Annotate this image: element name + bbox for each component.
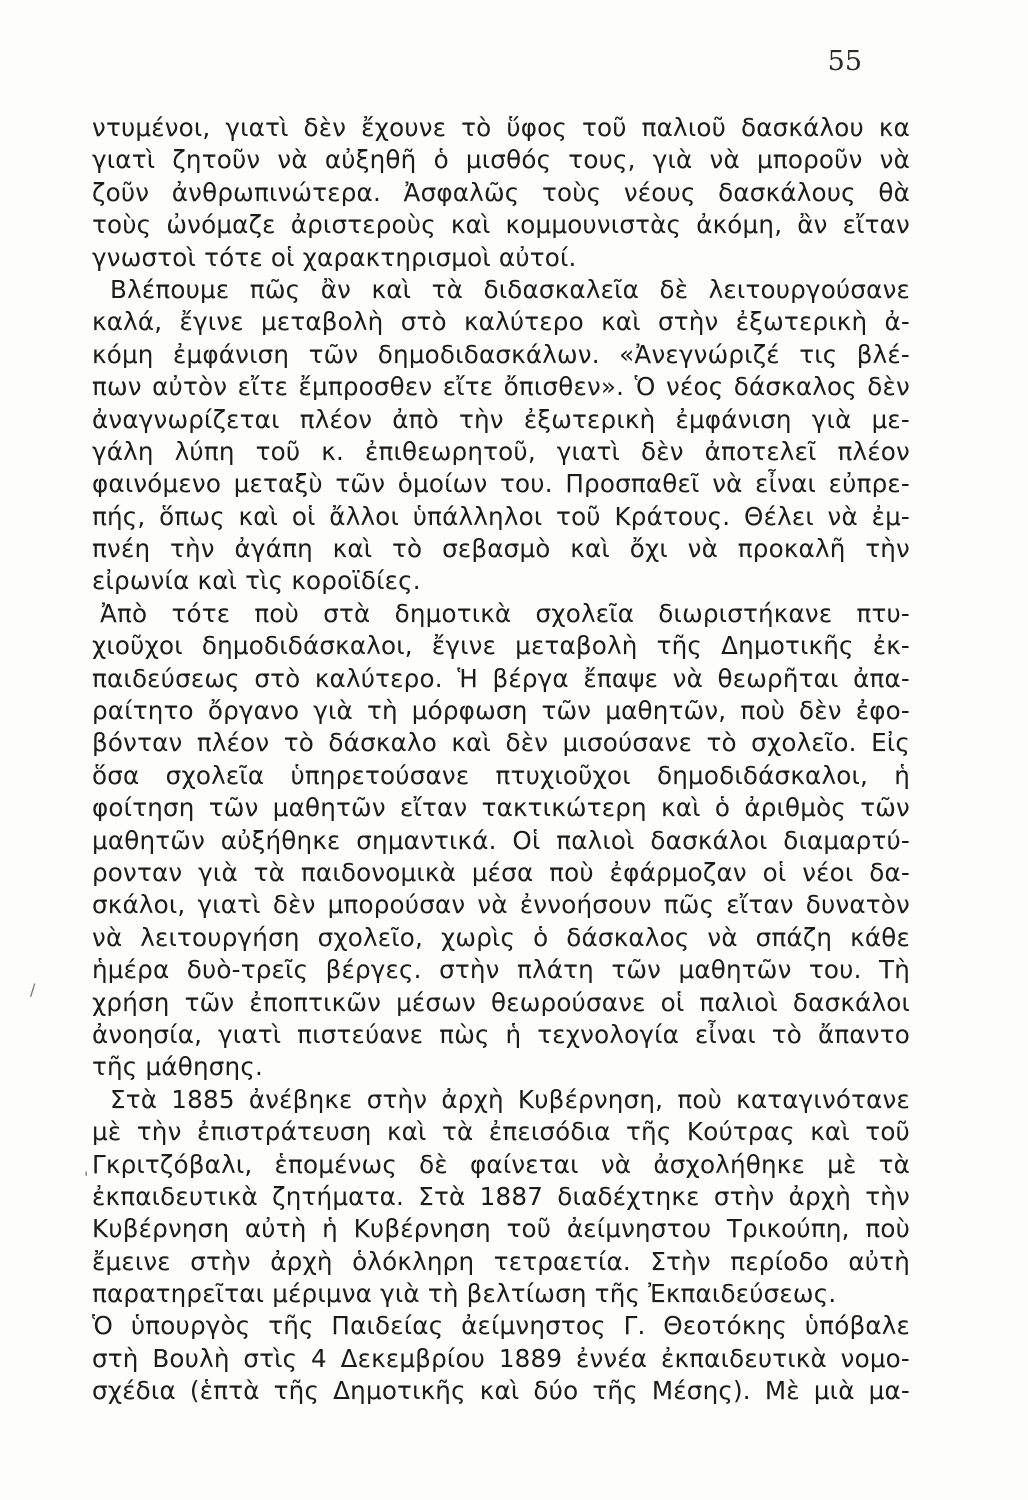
- text-line: κόμη ἐμφάνιση τῶν δημοδιδασκάλων. «Ἀνεγνώριζέ τις βλέ-: [92, 339, 910, 369]
- text-line: ραίτητο ὄργανο γιὰ τὴ μόρφωση τῶν μαθητῶν, ποὺ δὲν ἐφο-: [92, 696, 910, 726]
- margin-mark: /: [30, 980, 36, 999]
- text-line: ντυμένοι, γιατὶ δὲν ἔχουνε τὸ ὕφος τοῦ παλιοῦ δασκάλου κα: [92, 113, 910, 142]
- text-line: στὴ Βουλὴ στὶς 4 Δεκεμβρίου 1889 ἐννέα ἐκπαιδευτικὰ νομο-: [92, 1343, 910, 1373]
- text-line: Γκριτζόβαλι, ἑπομένως δὲ φαίνεται νὰ ἀσχολήθηκε μὲ τὰ: [92, 1149, 910, 1179]
- text-line: ρονταν γιὰ τὰ παιδονομικὰ μέσα ποὺ ἐφάρμοζαν οἱ νέοι δα-: [92, 857, 910, 887]
- paragraph-start-line: Ὁ ὑπουργὸς τῆς Παιδείας ἀείμνηστος Γ. Θεοτόκης ὑπόβαλε: [92, 1311, 910, 1341]
- text-line: τοὺς ὠνόμαζε ἀριστεροὺς καὶ κομμουνιστὰς ἀκόμη, ἂν εἴταν: [92, 210, 910, 240]
- text-line: γνωστοὶ τότε οἱ χαρακτηρισμοὶ αὐτοί.: [92, 242, 577, 272]
- text-line: φοίτηση τῶν μαθητῶν εἴταν τακτικώτερη καὶ ὁ ἀριθμὸς τῶν: [92, 793, 910, 823]
- text-line: γιατὶ ζητοῦν νὰ αὐξηθῆ ὁ μισθός τους, γιὰ νὰ μποροῦν νὰ: [92, 145, 910, 175]
- paragraph-start-line: Βλέπουμε πῶς ἂν καὶ τὰ διδασκαλεῖα δὲ λειτουργούσανε: [110, 274, 910, 304]
- text-line: ὅσα σχολεῖα ὑπηρετούσανε πτυχιοῦχοι δημοδιδάσκαλοι, ἡ: [92, 760, 910, 790]
- text-line: σκάλοι, γιατὶ δὲν μπορούσαν νὰ ἐννοήσουν πῶς εἴταν δυνατὸν: [92, 890, 910, 920]
- text-line: χρήση τῶν ἐποπτικῶν μέσων θεωρούσανε οἱ παλιοὶ δασκάλοι: [92, 987, 910, 1017]
- text-line: τῆς μάθησης.: [92, 1052, 263, 1082]
- text-line: πων αὐτὸν εἴτε ἔμπροσθεν εἴτε ὄπισθεν». Ὁ νέος δάσκαλος δὲν: [92, 372, 910, 402]
- text-line: φαινόμενο μεταξὺ τῶν ὁμοίων του. Προσπαθεῖ νὰ εἶναι εὐπρε-: [92, 469, 910, 499]
- body-text: [92, 112, 910, 1408]
- text-line: ἔμεινε στὴν ἀρχὴ ὁλόκληρη τετραετία. Στὴν περίοδο αὐτὴ: [92, 1246, 910, 1276]
- page-number: 55: [827, 46, 862, 77]
- margin-mark: ': [84, 1168, 89, 1187]
- text-line: πνέη τὴν ἀγάπη καὶ τὸ σεβασμὸ καὶ ὄχι νὰ προκαλῆ τὴν: [92, 534, 910, 564]
- text-line: σχέδια (ἑπτὰ τῆς Δημοτικῆς καὶ δύο τῆς Μέσης). Μὲ μιὰ μα-: [92, 1376, 910, 1406]
- text-line: ζοῦν ἀνθρωπινώτερα. Ἀσφαλῶς τοὺς νέους δασκάλους θὰ: [92, 177, 910, 207]
- text-line: νὰ λειτουργήση σχολεῖο, χωρὶς ὁ δάσκαλος νὰ σπάζη κάθε: [92, 922, 910, 952]
- text-line: χιοῦχοι δημοδιδάσκαλοι, ἔγινε μεταβολὴ τῆς Δημοτικῆς ἐκ-: [92, 631, 910, 661]
- text-line: ἀνοησία, γιατὶ πιστεύανε πὼς ἡ τεχνολογία εἶναι τὸ ἄπαντο: [92, 1019, 910, 1049]
- text-line: γάλη λύπη τοῦ κ. ἐπιθεωρητοῦ, γιατὶ δὲν ἀποτελεῖ πλέον: [92, 436, 910, 466]
- text-line: καλά, ἔγινε μεταβολὴ στὸ καλύτερο καὶ στὴν ἐξωτερικὴ ἀ-: [92, 307, 910, 337]
- text-line: μὲ τὴν ἐπιστράτευση καὶ τὰ ἐπεισόδια τῆς Κούτρας καὶ τοῦ: [92, 1117, 910, 1147]
- text-line: Κυβέρνηση αὐτὴ ἡ Κυβέρνηση τοῦ ἀείμνηστου Τρικούπη, ποὺ: [92, 1214, 910, 1244]
- paragraph-start-line: Στὰ 1885 ἀνέβηκε στὴν ἀρχὴ Κυβέρνηση, ποὺ καταγινότανε: [110, 1084, 910, 1114]
- text-line: ἡμέρα δυὸ-τρεῖς βέργες. στὴν πλάτη τῶν μαθητῶν του. Τὴ: [92, 955, 910, 985]
- text-line: παιδεύσεως στὸ καλύτερο. Ἡ βέργα ἔπαψε νὰ θεωρῆται ἀπα-: [92, 663, 910, 693]
- text-line: πής, ὅπως καὶ οἱ ἄλλοι ὑπάλληλοι τοῦ Κράτους. Θέλει νὰ ἐμ-: [92, 501, 910, 531]
- text-line: παρατηρεῖται μέριμνα γιὰ τὴ βελτίωση τῆς Ἐκπαιδεύσεως.: [92, 1279, 837, 1309]
- paragraph-start-line: Ἀπὸ τότε ποὺ στὰ δημοτικὰ σχολεῖα διωριστήκανε πτυ-: [100, 598, 910, 628]
- text-line: ἐκπαιδευτικὰ ζητήματα. Στὰ 1887 διαδέχτηκε στὴν ἀρχὴ τὴν: [92, 1181, 910, 1211]
- text-line: ἀναγνωρίζεται πλέον ἀπὸ τὴν ἐξωτερικὴ ἐμφάνιση γιὰ με-: [92, 404, 910, 434]
- text-line: βόνταν πλέον τὸ δάσκαλο καὶ δὲν μισούσανε τὸ σχολεῖο. Εἰς: [92, 728, 910, 758]
- text-line: μαθητῶν αὐξήθηκε σημαντικά. Οἱ παλιοὶ δασκάλοι διαμαρτύ-: [92, 825, 910, 855]
- text-line: εἰρωνία καὶ τὶς κοροϊδίες.: [92, 566, 421, 596]
